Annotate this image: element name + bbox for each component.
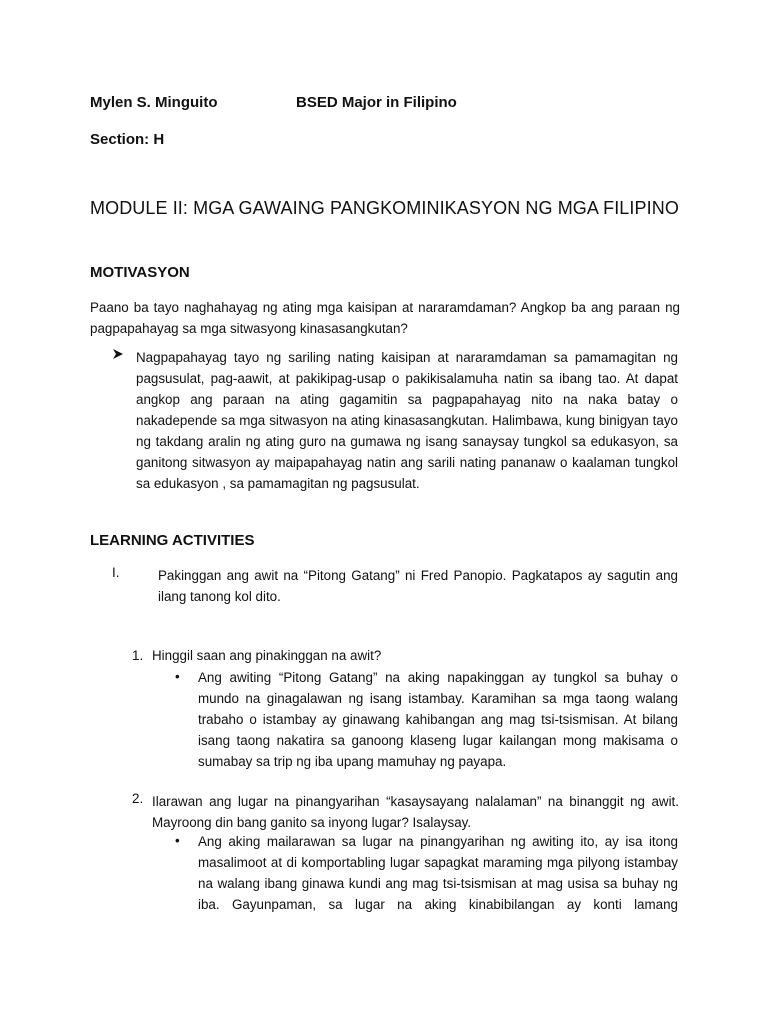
activity-instruction: Pakinggan ang awit na “Pitong Gatang” ni Fred Panopio. Pagkatapos ay sagutin ang ilang tanong kol dito.	[158, 568, 678, 604]
question-number: 2.	[132, 791, 144, 806]
motivasyon-heading: MOTIVASYON	[90, 264, 190, 281]
roman-numeral: I.	[112, 565, 120, 580]
motivasyon-body: Nagpapahayag tayo ng sariling nating kaisipan at nararamdaman sa pamamagitan ng pagsusulat, pag-aawit, at pakikipag-usap o pakikisalamuha natin sa ibang tao. At dapat angkop ang paraan na ating gagamitin sa pagpapahayag nito na naka batay o nakadepende sa mga sitwasyon na ating kinasasangkutan. Halimbawa, kung binigyan tayo ng takdang aralin ng ating guro na gumawa ng isang sanaysay tungkol sa edukasyon, sa ganitong sitwasyon ay maipapahayag natin ang sarili nating pananaw o kaalaman tungkol sa edukasyon , sa pamamagitan ng pagsusulat.	[136, 350, 678, 491]
question-text: Hinggil saan ang pinakinggan na awit?	[152, 648, 382, 663]
question-text: Ilarawan ang lugar na pinangyarihan “kasaysayang nalalaman” na binanggit ng awit. Mayroong din bang ganito sa inyong lugar? Isalaysay.	[152, 794, 679, 830]
student-name: Mylen S. Minguito	[90, 94, 218, 111]
learning-activities-heading: LEARNING ACTIVITIES	[90, 532, 255, 549]
arrow-bullet-shape	[112, 348, 124, 360]
module-title: MODULE II: MGA GAWAING PANGKOMINIKASYON NG MGA FILIPINO	[90, 198, 679, 218]
course-label: BSED Major in Filipino	[296, 94, 457, 111]
question-number: 1.	[132, 648, 144, 663]
answer-text: Ang awiting “Pitong Gatang” na aking napakinggan ay tungkol sa buhay o mundo na ginagalawan ng isang istambay. Karamihan sa mga taong walang trabaho o istambay ay ginawang kahibangan ang mag tsi-tsismisan. At bilang isang taong nakatira sa ganoong klaseng lugar kailangan mong makisama o sumabay sa trip ng iba upang mamuhay ng payapa.	[198, 670, 678, 769]
answer-text: Ang aking mailarawan sa lugar na pinangyarihan ng awiting ito, ay isa itong masalimoot at di komportabling lugar sapagkat maraming mga pilyong istambay na walang ibang ginawa kundi ang mag tsi-tsismisan at mag usisa sa buhay ng iba. Gayunpaman, sa lugar na aking kinabibilangan ay konti lamang	[198, 834, 678, 912]
bullet-icon: •	[175, 833, 180, 848]
arrow-bullet-icon	[112, 348, 124, 363]
motivasyon-intro: Paano ba tayo naghahayag ng ating mga kaisipan at nararamdaman? Angkop ba ang paraan ng pagpapahayag sa mga sitwasyong kinasasangkutan?	[90, 300, 680, 336]
bullet-icon: •	[175, 669, 180, 684]
section-label: Section: H	[90, 131, 165, 148]
